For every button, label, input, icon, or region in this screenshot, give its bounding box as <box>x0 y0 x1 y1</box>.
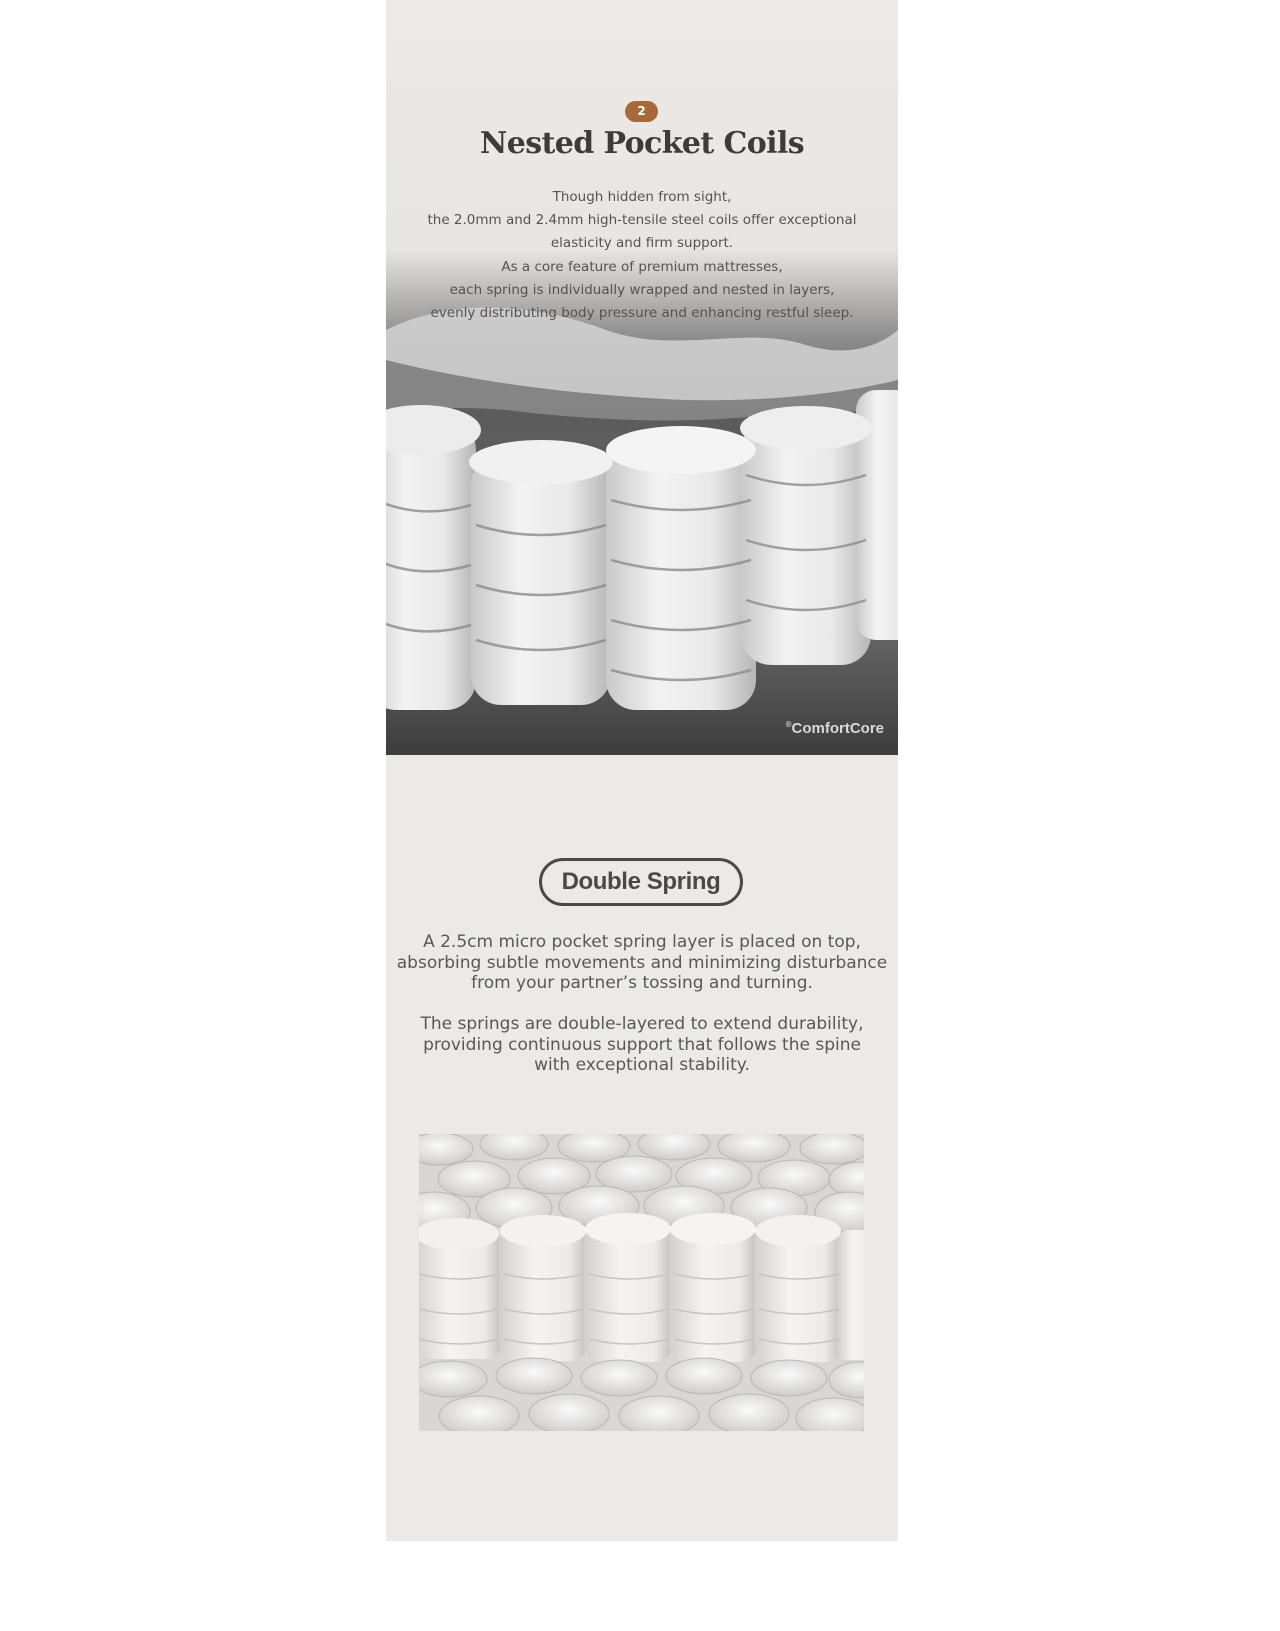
double-spring-photo <box>419 1134 864 1431</box>
section-title: Nested Pocket Coils <box>479 126 805 161</box>
registered-mark: ® <box>785 720 792 729</box>
brand-watermark <box>786 720 884 737</box>
description-line: As a core feature of premium mattresses, <box>501 258 783 275</box>
step-number-badge: 2 <box>625 101 658 122</box>
description-line: elasticity and firm support. <box>550 235 734 252</box>
double-spring-label: Double Spring <box>539 858 743 906</box>
section-description <box>406 186 878 325</box>
paragraph-line: providing continuous support that follows the spine <box>423 1034 861 1055</box>
brand-watermark-text: ComfortCore <box>791 720 884 737</box>
paragraph-line: A 2.5cm micro pocket spring layer is placed on top, <box>423 932 861 952</box>
paragraph-line: absorbing subtle movements and minimizing disturbance <box>396 952 888 973</box>
paragraph-line: The springs are double-layered to extend durability, <box>420 1014 864 1034</box>
nested-pocket-coils-section <box>386 0 898 755</box>
description-line: the 2.0mm and 2.4mm high-tensile steel coils offer exceptional <box>427 212 857 229</box>
paragraph-line: from your partner’s tossing and turning. <box>471 973 813 993</box>
description-line: evenly distributing body pressure and enhancing restful sleep. <box>430 305 854 322</box>
product-detail-panel <box>386 0 898 1541</box>
description-line: Though hidden from sight, <box>552 189 732 205</box>
description-line: each spring is individually wrapped and nested in layers, <box>449 281 835 298</box>
double-spring-paragraph-1 <box>386 932 898 994</box>
paragraph-line: with exceptional stability. <box>534 1055 750 1075</box>
double-spring-paragraph-2 <box>386 1014 898 1076</box>
